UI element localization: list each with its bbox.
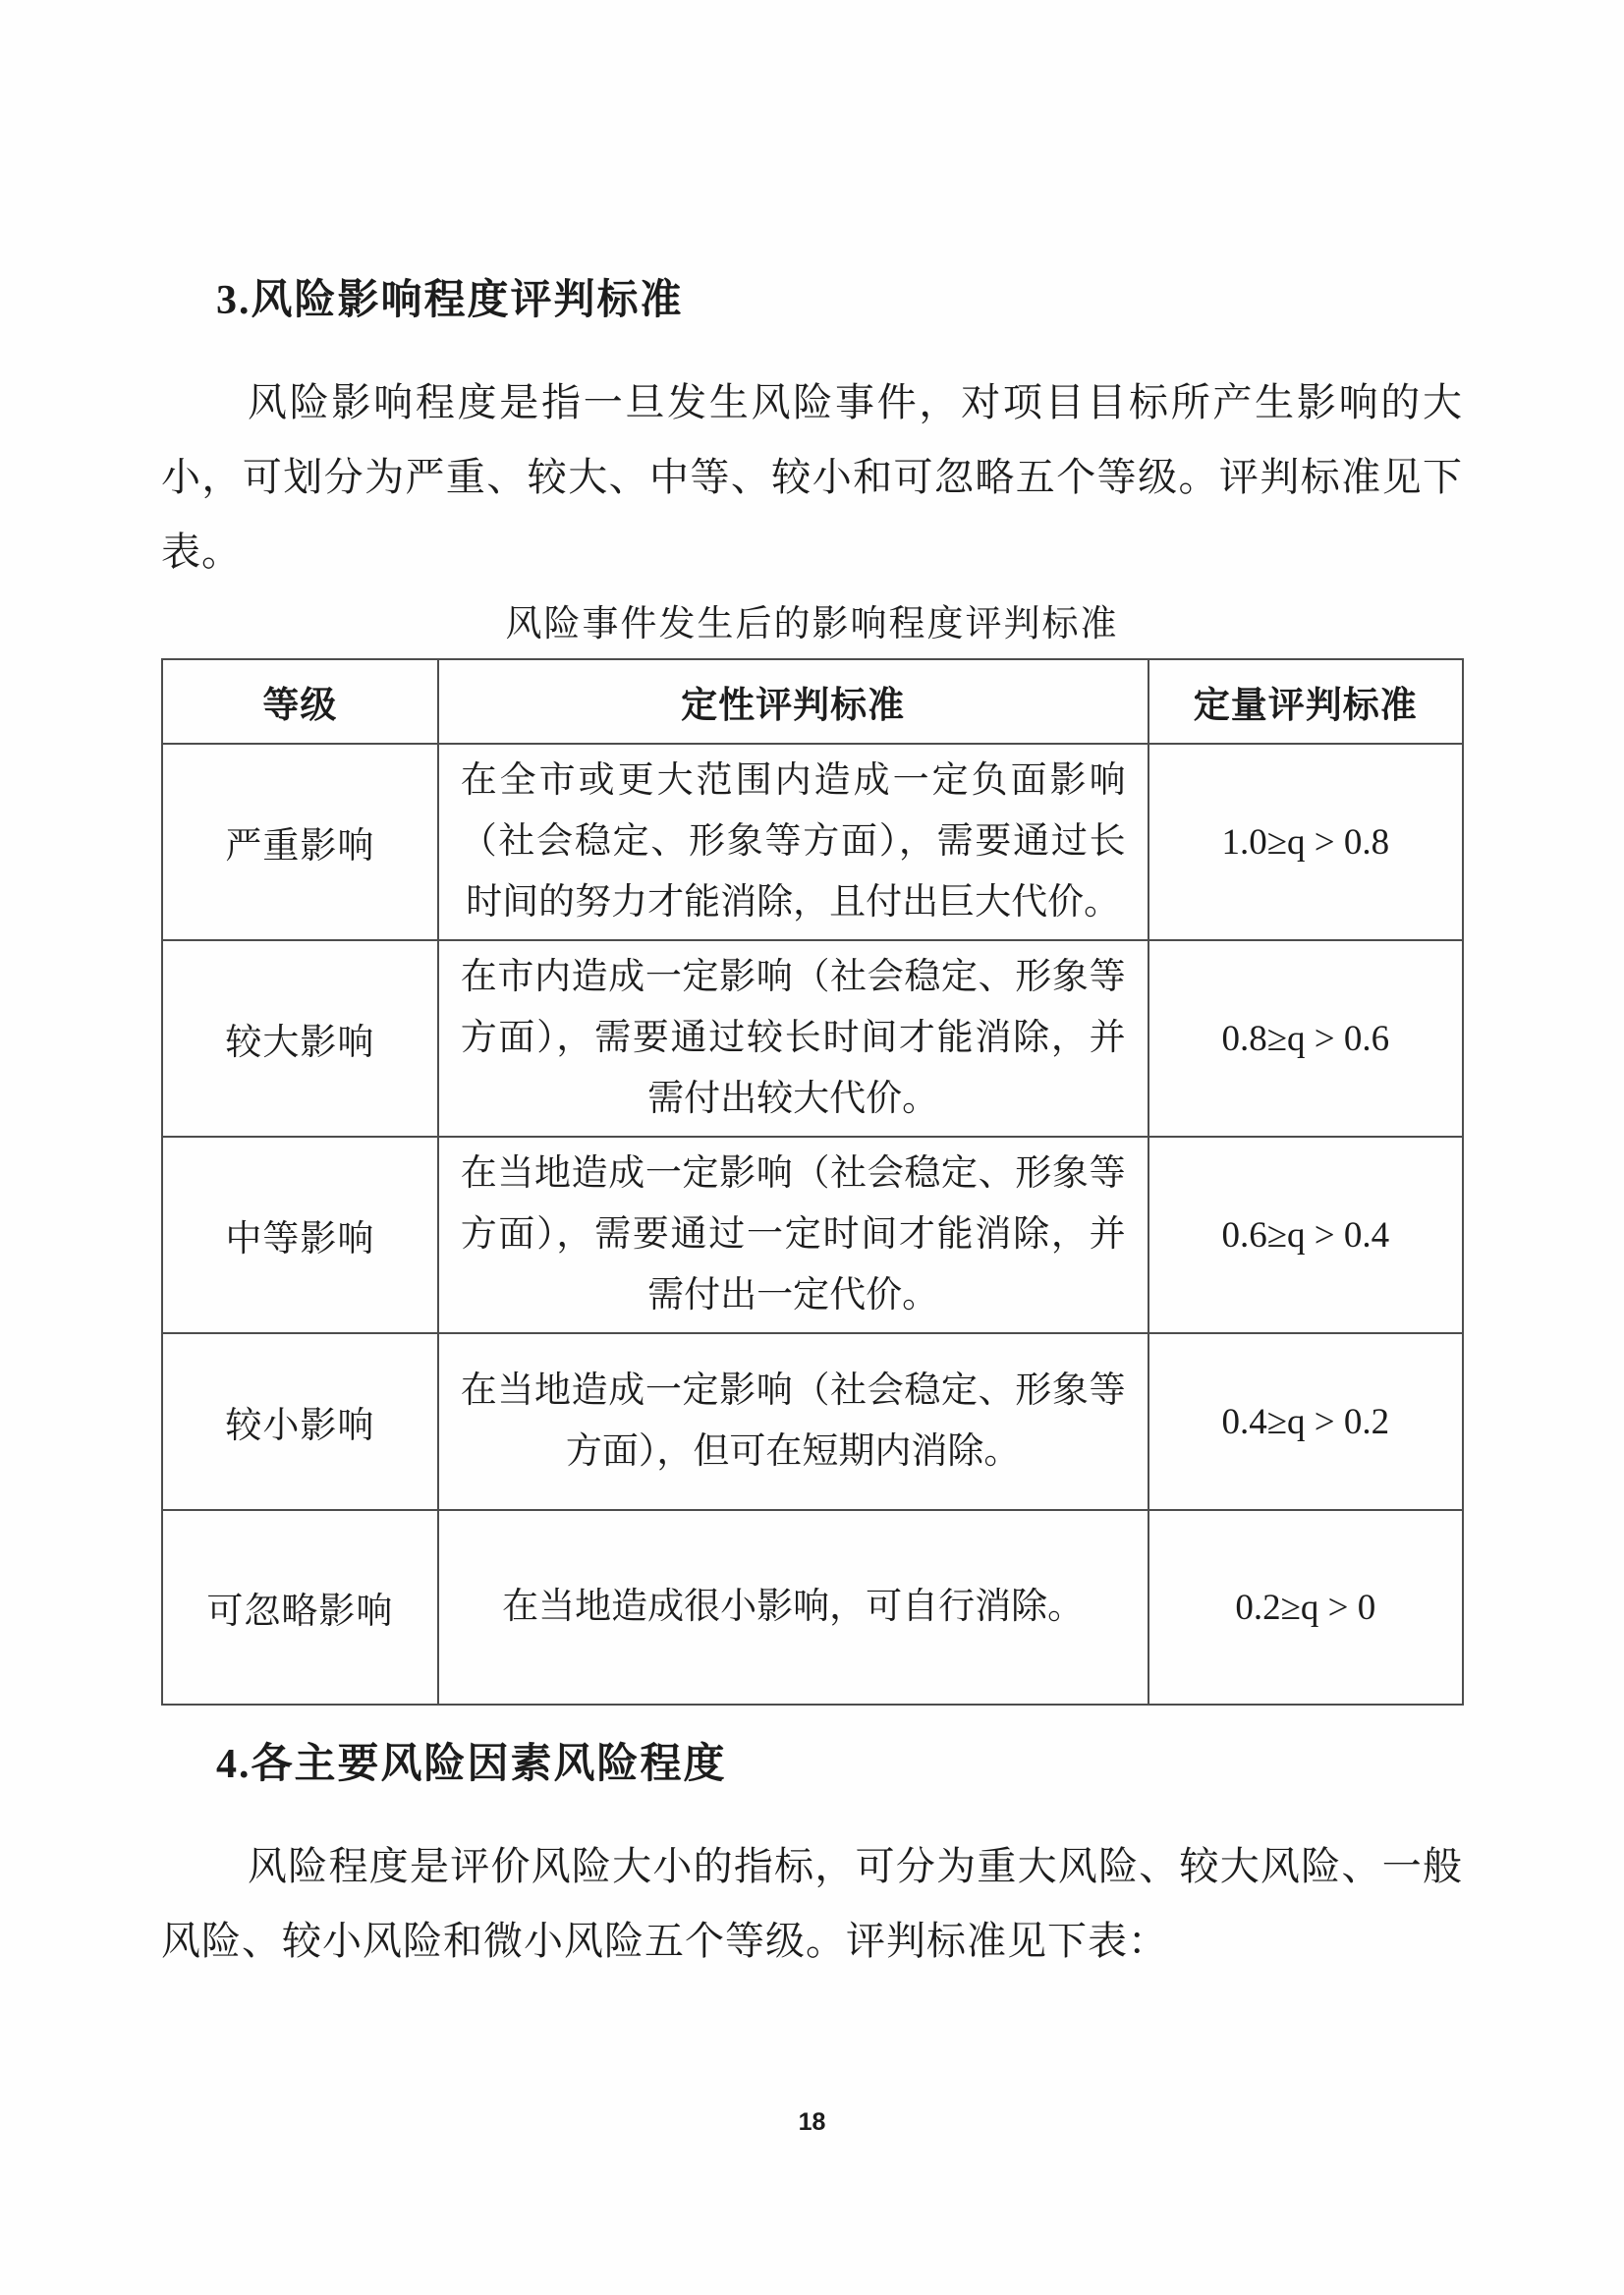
level-cell: 较大影响	[162, 940, 438, 1137]
header-cell-level: 等级	[162, 659, 438, 744]
level-cell: 较小影响	[162, 1333, 438, 1510]
table-row	[162, 940, 1463, 1137]
table-row	[162, 1137, 1463, 1333]
quantitative-cell: 0.4≥q > 0.2	[1148, 1333, 1463, 1510]
section-4-heading: 4.各主要风险因素风险程度	[216, 1742, 727, 1787]
quantitative-cell: 0.2≥q > 0	[1148, 1510, 1463, 1705]
table-row	[162, 744, 1463, 940]
table-header-row	[162, 659, 1463, 744]
qualitative-cell: 在市内造成一定影响（社会稳定、形象等方面），需要通过较长时间才能消除，并需付出较大代价。	[438, 940, 1148, 1137]
header-cell-qualitative: 定性评判标准	[438, 659, 1148, 744]
level-cell: 中等影响	[162, 1137, 438, 1333]
section-3-paragraph: 风险影响程度是指一旦发生风险事件，对项目目标所产生影响的大小，可划分为严重、较大、中等、较小和可忽略五个等级。评判标准见下表。	[161, 380, 1463, 574]
level-cell: 可忽略影响	[162, 1510, 438, 1705]
impact-criteria-table	[161, 658, 1464, 1706]
quantitative-cell: 0.6≥q > 0.4	[1148, 1137, 1463, 1333]
quantitative-cell: 0.8≥q > 0.6	[1148, 940, 1463, 1137]
header-cell-quantitative: 定量评判标准	[1148, 659, 1463, 744]
quantitative-cell: 1.0≥q > 0.8	[1148, 744, 1463, 940]
impact-table-title: 风险事件发生后的影响程度评判标准	[505, 604, 1119, 644]
level-cell: 严重影响	[162, 744, 438, 940]
section-4-paragraph: 风险程度是评价风险大小的指标，可分为重大风险、较大风险、一般风险、较小风险和微小风险五个等级。评判标准见下表：	[161, 1844, 1463, 1963]
section-3-heading: 3.风险影响程度评判标准	[216, 278, 684, 323]
table-row	[162, 1333, 1463, 1510]
qualitative-cell: 在全市或更大范围内造成一定负面影响（社会稳定、形象等方面），需要通过长时间的努力才能消除，且付出巨大代价。	[438, 744, 1148, 940]
qualitative-cell: 在当地造成一定影响（社会稳定、形象等方面），需要通过一定时间才能消除，并需付出一定代价。	[438, 1137, 1148, 1333]
qualitative-cell: 在当地造成一定影响（社会稳定、形象等方面），但可在短期内消除。	[438, 1333, 1148, 1510]
qualitative-cell: 在当地造成很小影响，可自行消除。	[438, 1510, 1148, 1705]
page-number: 18	[798, 2108, 826, 2136]
table-row	[162, 1510, 1463, 1705]
